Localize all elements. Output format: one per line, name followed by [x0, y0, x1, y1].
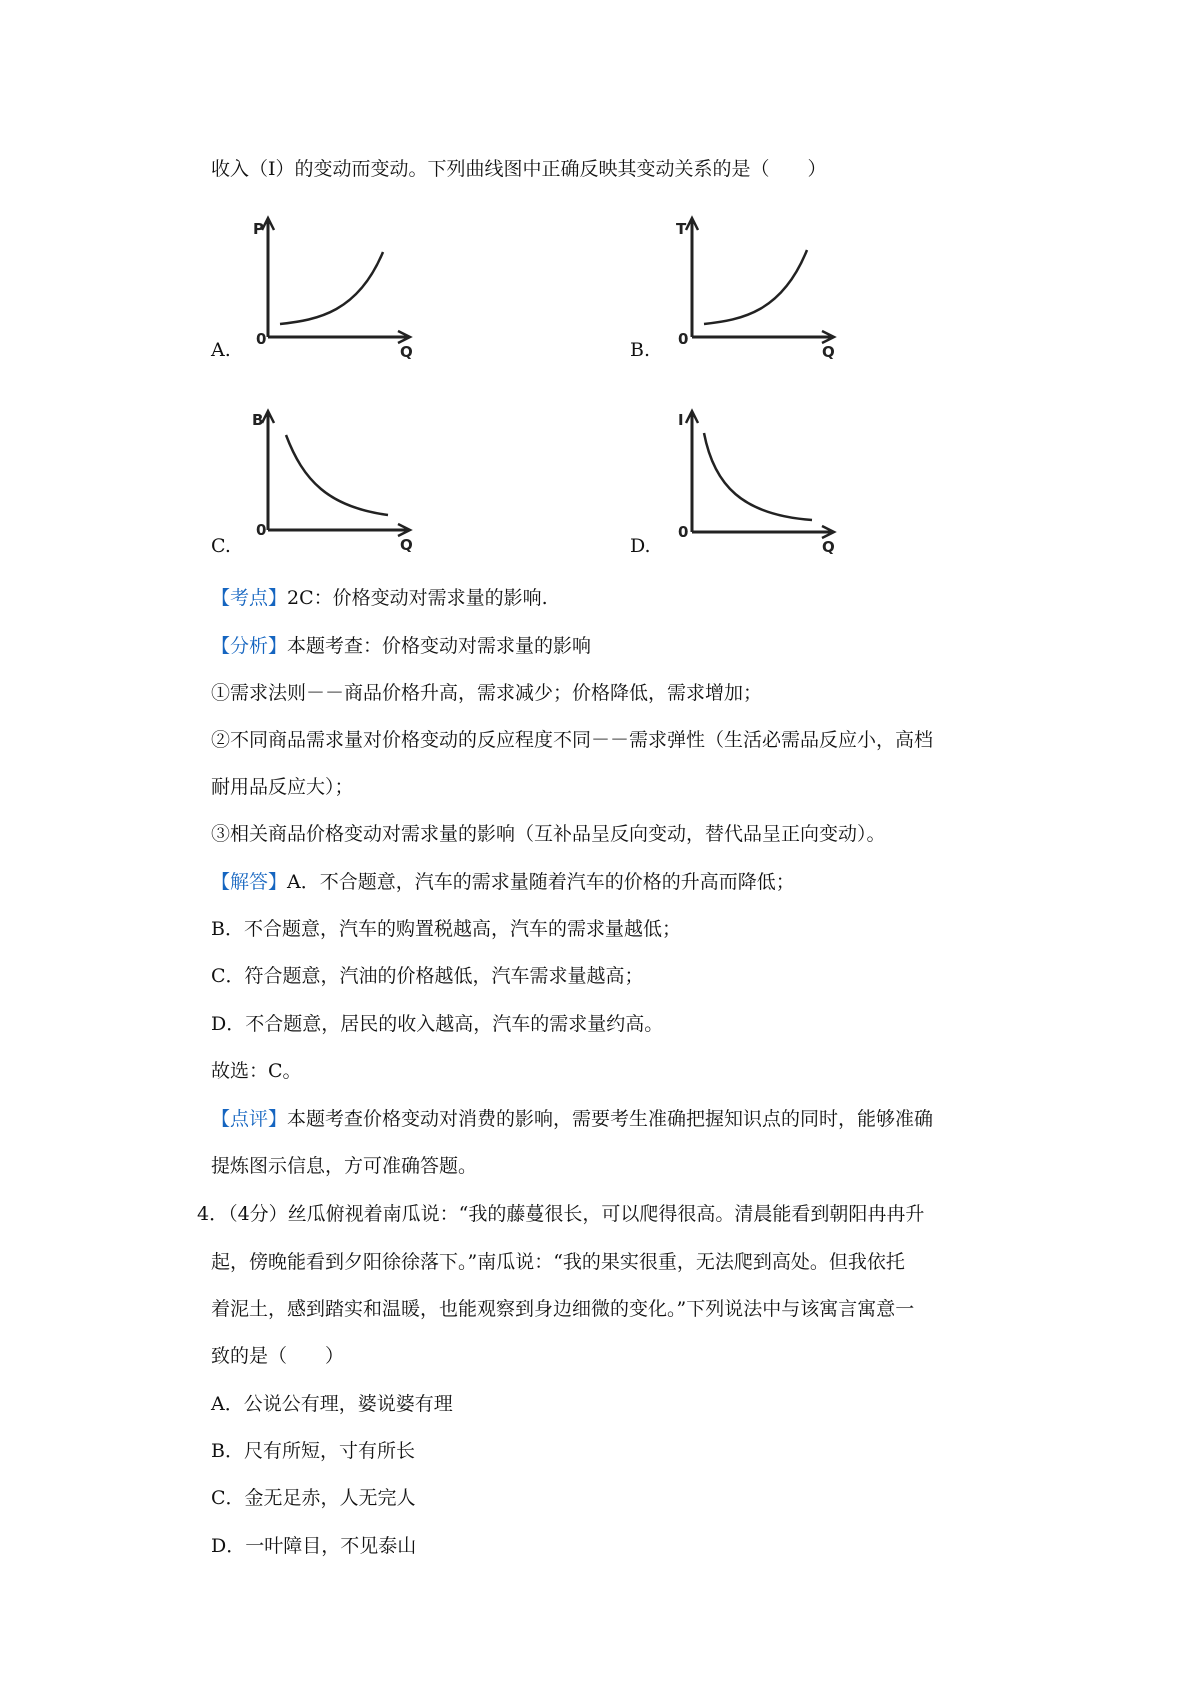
analysis-line-4: ③相关商品价格变动对需求量的影响（互补品呈反向变动，替代品呈正向变动）。 [211, 823, 886, 845]
answer-line-b: B．不合题意，汽车的购置税越高，汽车的需求量越低； [211, 918, 681, 940]
kaodian-line [211, 586, 548, 610]
fenxi-line [211, 634, 591, 658]
q4-option-a[interactable]: A．公说公有理，婆说婆有理 [211, 1393, 453, 1415]
graph-d-origin: 0 [678, 523, 689, 541]
question-intro-line: 收入（I）的变动而变动。下列曲线图中正确反映其变动关系的是（ ） [211, 158, 827, 180]
dianping-line-2: 提炼图示信息，方可准确答题。 [211, 1155, 478, 1177]
dianping-text: 本题考查价格变动对消费的影响，需要考生准确把握知识点的同时，能够准确 [287, 1108, 934, 1130]
dianping-tag: 【点评】 [211, 1108, 288, 1130]
q4-option-c[interactable]: C．金无足赤，人无完人 [211, 1487, 416, 1509]
q4-stem-line-3: 着泥土，感到踏实和温暖，也能观察到身边细微的变化。”下列说法中与该寓言寓意一 [211, 1298, 915, 1320]
graph-a [248, 212, 428, 361]
graph-a-x-label: Q [400, 343, 413, 361]
graph-d-x-label: Q [822, 538, 835, 556]
jieda-text: A．不合题意，汽车的需求量随着汽车的价格的升高而降低； [287, 871, 795, 893]
graph-a-origin: 0 [256, 330, 267, 348]
graph-d [672, 405, 852, 556]
jieda-tag: 【解答】 [211, 871, 288, 893]
graph-b-y-label: T [676, 220, 687, 238]
graph-c [248, 405, 428, 554]
graph-d-label: D. [630, 535, 651, 557]
jieda-line [211, 870, 795, 894]
fenxi-tag: 【分析】 [211, 635, 288, 657]
answer-choice-line: 故选：C。 [211, 1060, 302, 1082]
kaodian-tag: 【考点】 [211, 587, 288, 609]
analysis-line-2: ②不同商品需求量对价格变动的反应程度不同－－需求弹性（生活必需品反应小，高档 [211, 729, 934, 751]
graph-a-label: A. [211, 339, 231, 361]
graph-b-label: B. [630, 339, 651, 361]
q4-stem-line-4: 致的是（ ） [211, 1345, 345, 1367]
graph-b [672, 212, 852, 361]
q4-option-b[interactable]: B．尺有所短，寸有所长 [211, 1440, 415, 1462]
kaodian-text: 2C：价格变动对需求量的影响. [287, 587, 548, 609]
answer-line-c: C．符合题意，汽油的价格越低，汽车需求量越高； [211, 965, 644, 987]
graph-b-x-label: Q [822, 343, 835, 361]
graph-c-y-label: B [252, 411, 264, 429]
q4-stem-line-1: 4．（4分）丝瓜俯视着南瓜说：“我的藤蔓很长，可以爬得很高。清晨能看到朝阳冉冉升 [197, 1203, 925, 1225]
graph-a-y-label: P [253, 220, 264, 238]
analysis-line-3: 耐用品反应大）； [211, 776, 354, 798]
fenxi-text: 本题考查：价格变动对需求量的影响 [287, 635, 592, 657]
dianping-line [211, 1107, 933, 1131]
graph-c-label: C. [211, 535, 231, 557]
graph-d-y-label: I [678, 411, 684, 429]
graph-c-x-label: Q [400, 536, 413, 554]
graph-b-origin: 0 [678, 330, 689, 348]
graph-c-origin: 0 [256, 521, 267, 539]
answer-line-d: D．不合题意，居民的收入越高，汽车的需求量约高。 [211, 1013, 664, 1035]
q4-stem-line-2: 起，傍晚能看到夕阳徐徐落下。”南瓜说：“我的果实很重，无法爬到高处。但我依托 [211, 1251, 905, 1273]
analysis-line-1: ①需求法则－－商品价格升高，需求减少；价格降低，需求增加； [211, 682, 763, 704]
q4-option-d[interactable]: D．一叶障目，不见泰山 [211, 1535, 417, 1557]
